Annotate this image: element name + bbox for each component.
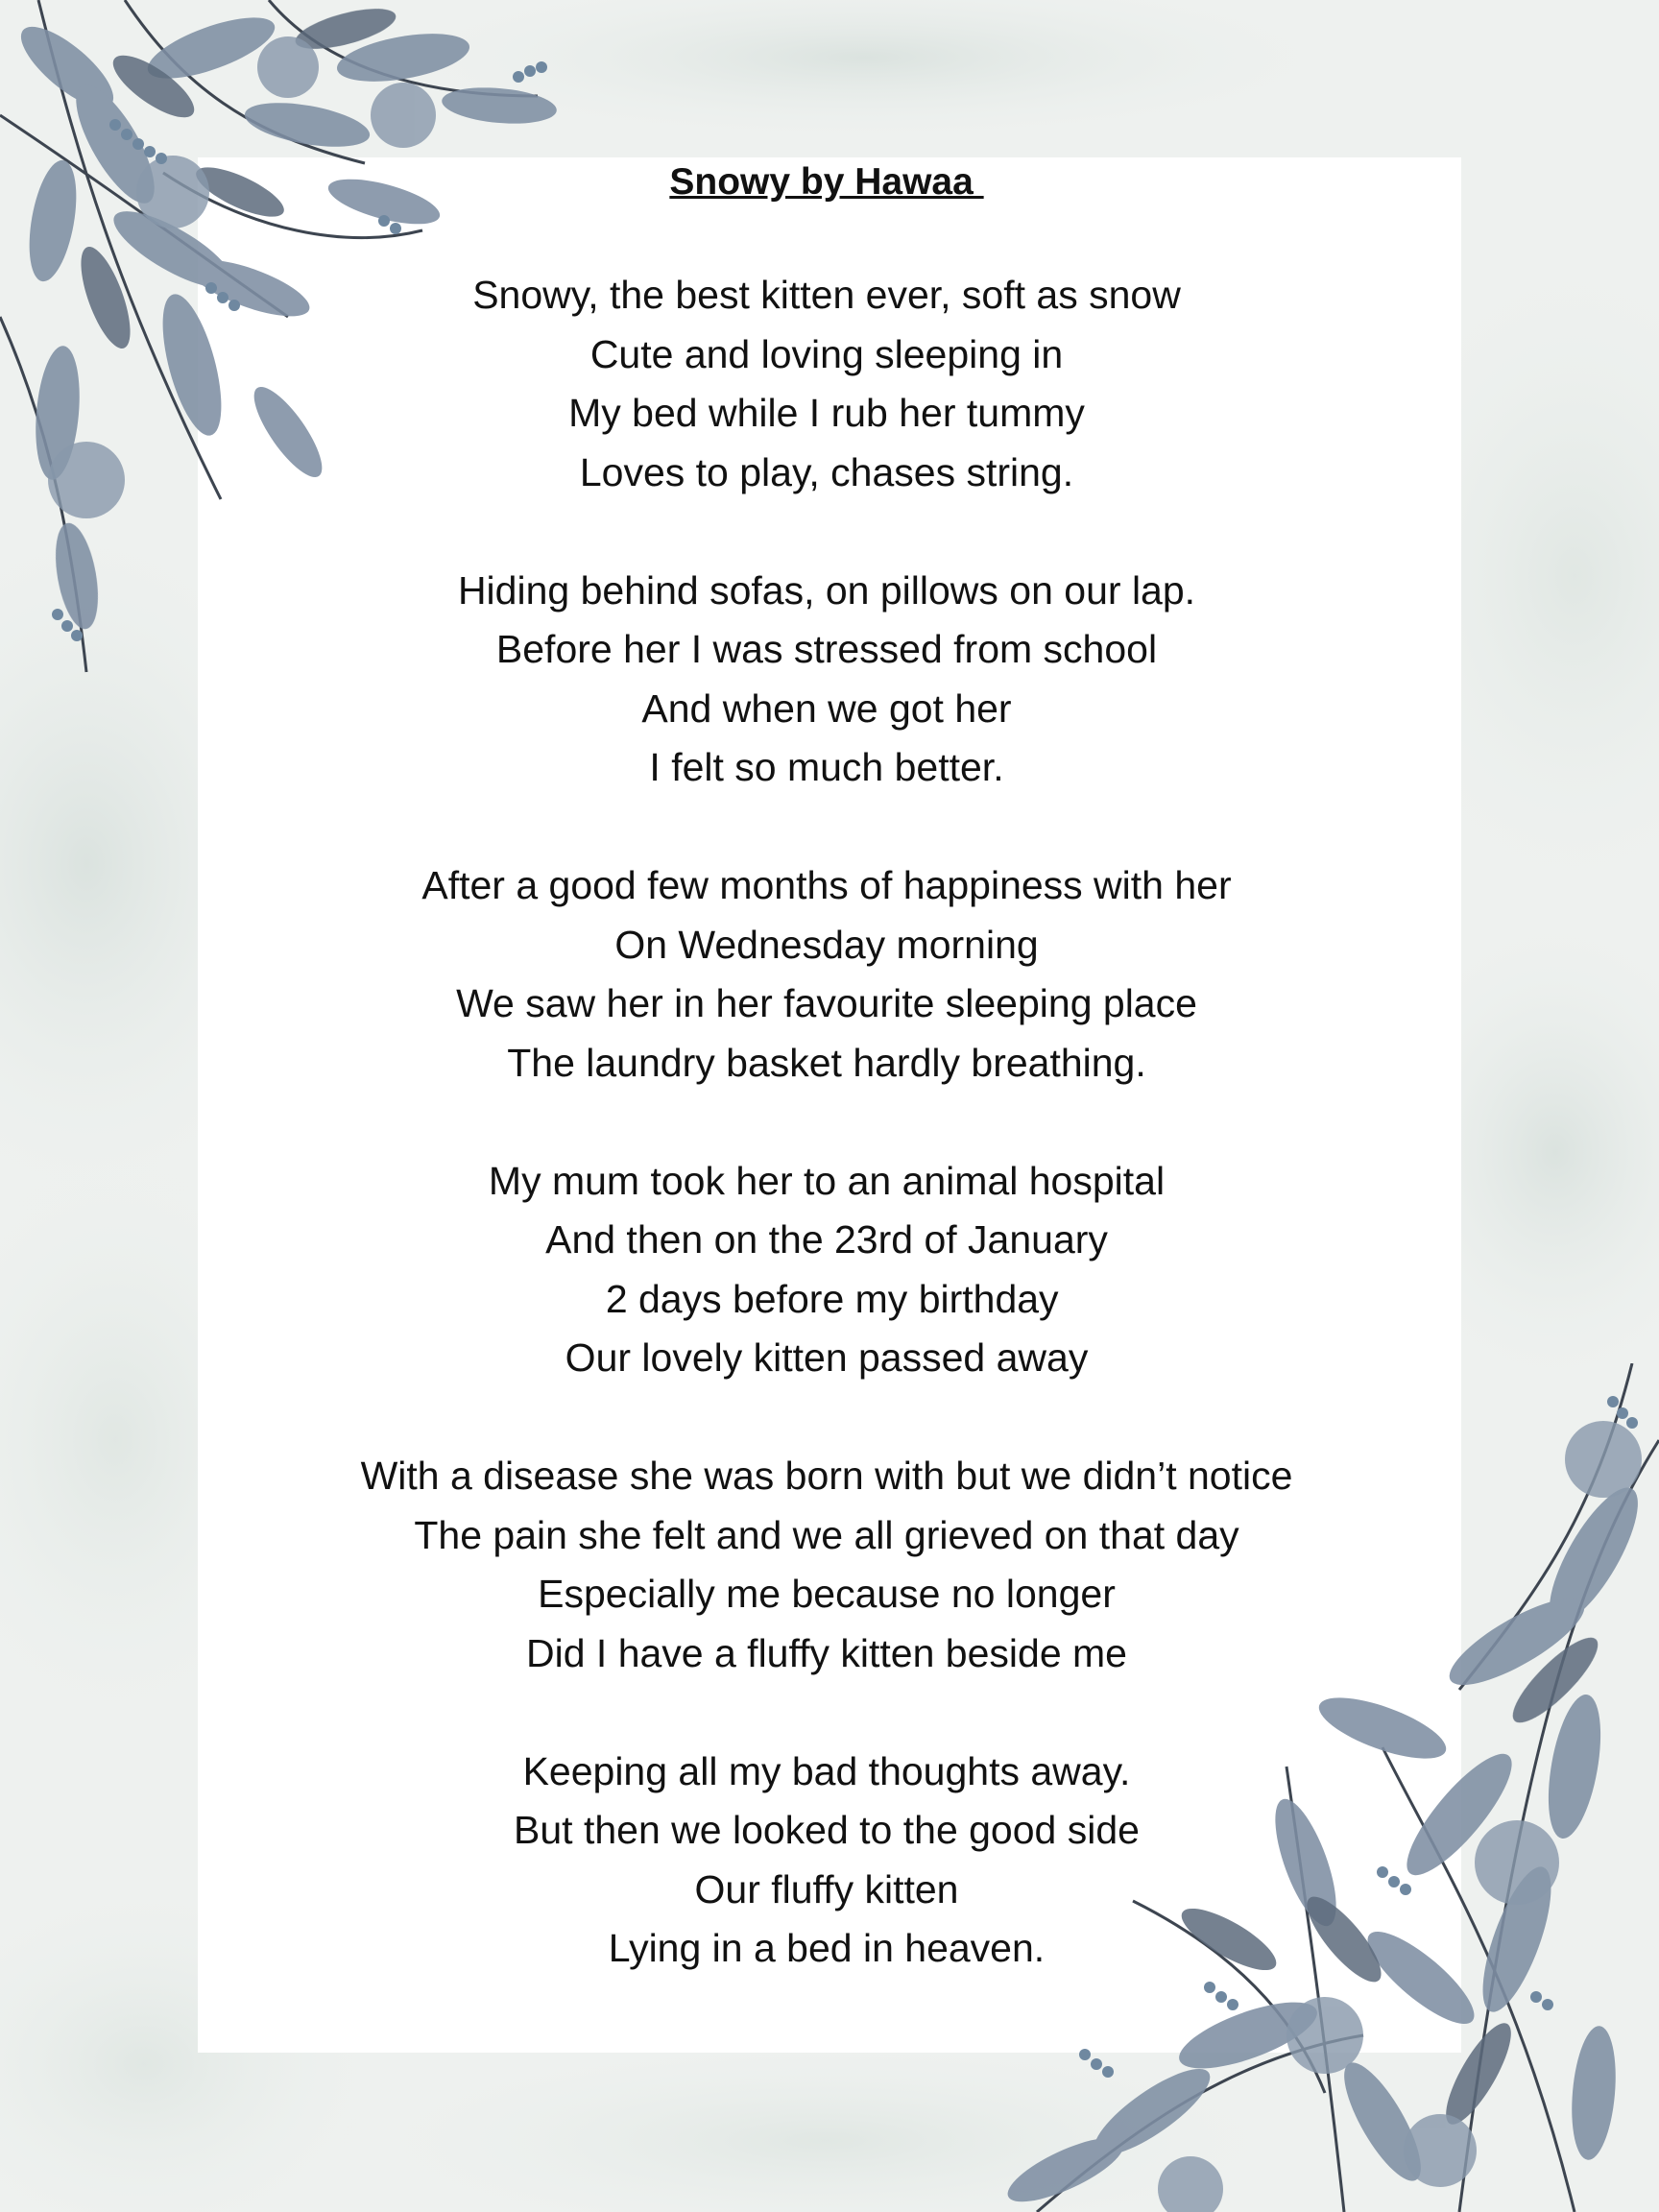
poem-title: Snowy by Hawaa: [669, 161, 984, 203]
stanza-3: [198, 856, 1455, 1093]
poem-line: My bed while I rub her tummy: [568, 391, 1085, 435]
poem-line: Especially me because no longer: [538, 1572, 1116, 1616]
poem: [198, 157, 1455, 2037]
poem-line: But then we looked to the good side: [514, 1808, 1140, 1852]
poem-line: After a good few months of happiness with her: [421, 863, 1232, 907]
poem-line: Our fluffy kitten: [694, 1866, 959, 1911]
poem-line: Lying in a bed in heaven.: [608, 1926, 1046, 1970]
poem-line: My mum took her to an animal hospital: [488, 1158, 1166, 1203]
poem-line: Snowy, the best kitten ever, soft as snow: [472, 273, 1181, 317]
stanza-5: [198, 1447, 1455, 1683]
poem-line: And then on the 23rd of January: [545, 1217, 1108, 1262]
poem-line: Our lovely kitten passed away: [565, 1335, 1089, 1380]
poem-line: Did I have a fluffy kitten beside me: [526, 1630, 1127, 1675]
poem-body: [198, 266, 1455, 1979]
poem-line: Keeping all my bad thoughts away.: [522, 1748, 1131, 1793]
poem-line: Loves to play, chases string.: [579, 449, 1074, 494]
poem-line: I felt so much better.: [649, 745, 1004, 789]
poem-line: On Wednesday morning: [614, 922, 1039, 967]
poem-line: Hiding behind sofas, on pillows on our lap.: [457, 567, 1196, 613]
stanza-6: [198, 1743, 1455, 1979]
poem-line: And when we got her: [641, 685, 1012, 731]
poem-line: The pain she felt and we all grieved on that day: [414, 1512, 1239, 1557]
stanza-1: [198, 266, 1455, 502]
poem-line: Cute and loving sleeping in: [589, 331, 1064, 376]
poem-line: The laundry basket hardly breathing.: [507, 1040, 1146, 1085]
poem-line: Before her I was stressed from school: [495, 627, 1158, 671]
stanza-4: [198, 1152, 1455, 1388]
poem-line: We saw her in her favourite sleeping place: [456, 981, 1197, 1025]
poem-line: With a disease she was born with but we didn’t notice: [360, 1454, 1293, 1498]
stanza-2: [198, 562, 1455, 798]
poem-line: 2 days before my birthday: [594, 1276, 1059, 1321]
